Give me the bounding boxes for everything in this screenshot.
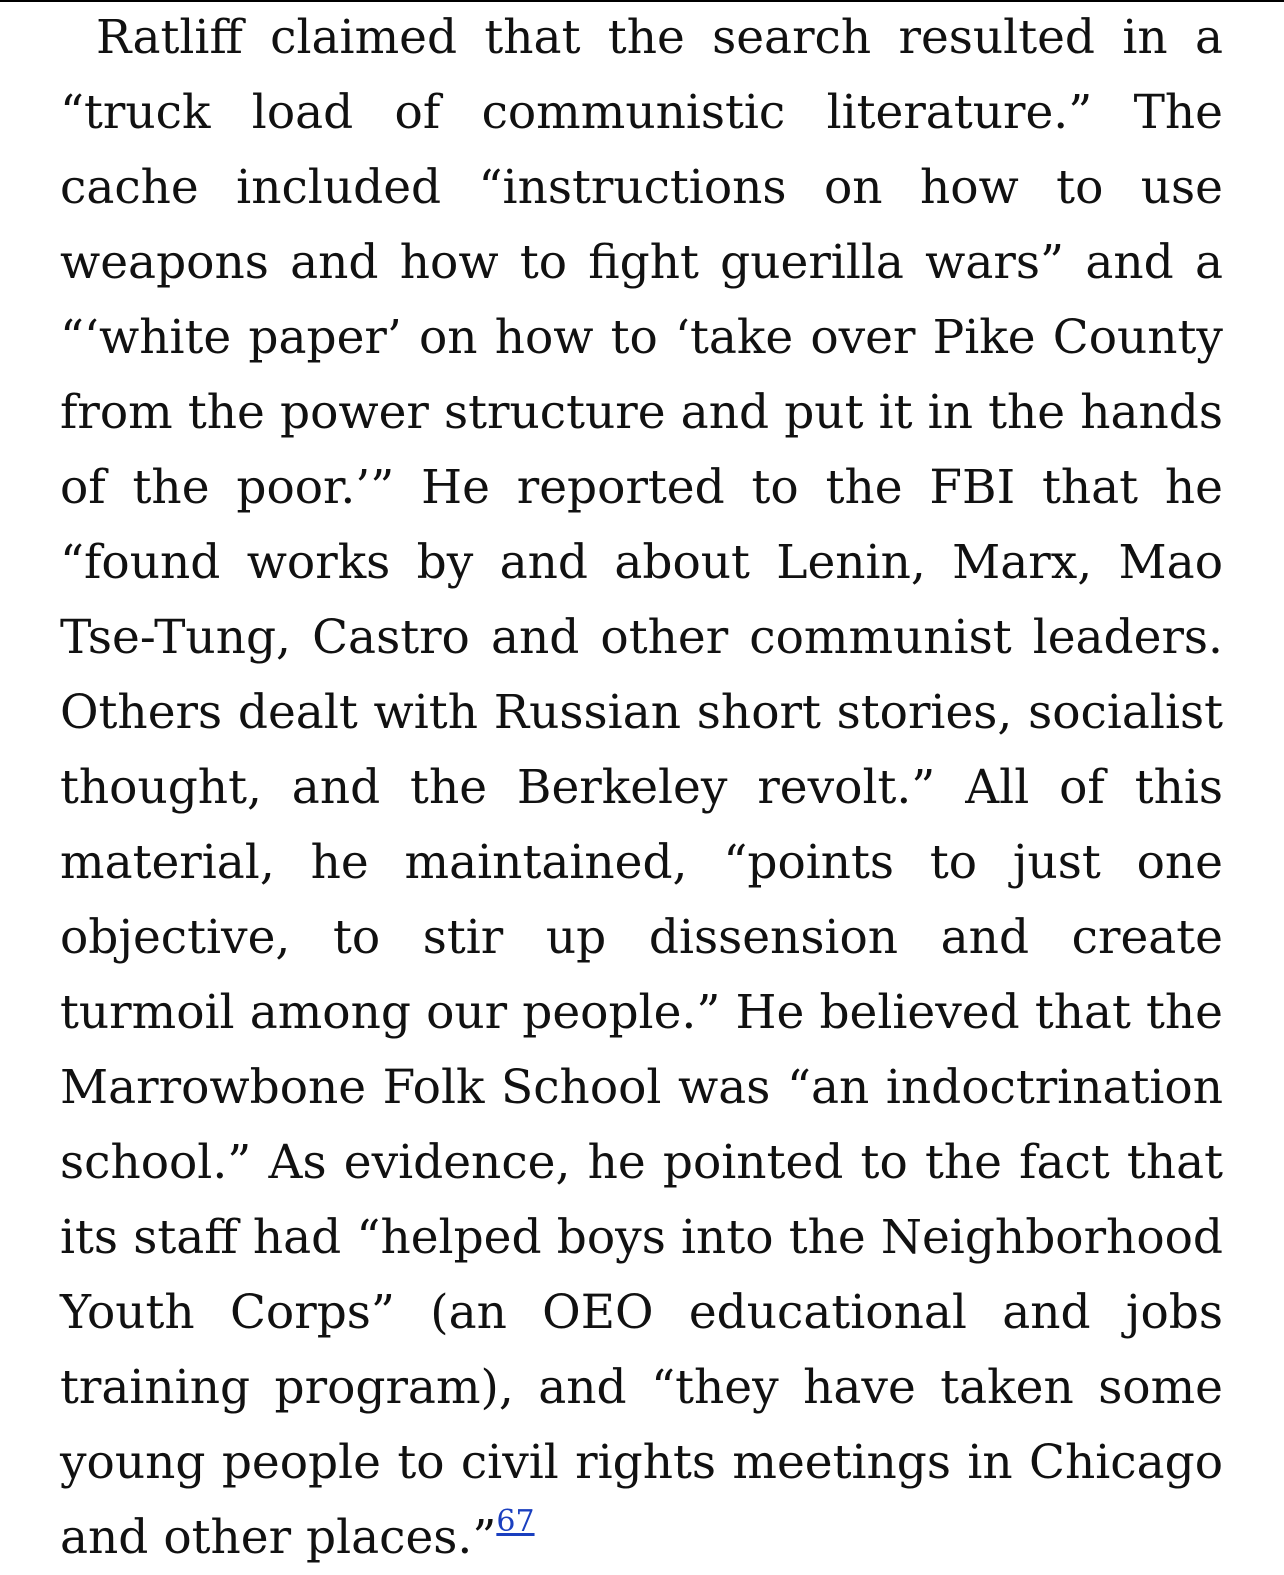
body-paragraph (60, 0, 1223, 1575)
paragraph-text: Ratliff claimed that the search resulted in a “truck load of communistic literature.” The cache included “instructions on how to use weapons and how to fight guerilla wars” and a “‘white paper’ on how to ‘take over Pike County from the power structure and put it in the hands of the poor.’” He reported to the FBI that he “found works by and about Lenin, Marx, Mao Tse-Tung, Castro and other communist leaders. Others dealt with Russian short stories, socialist thought, and the Berkeley revolt.” All of this material, he maintained, “points to just one objective, to stir up dissension and create turmoil among our people.” He believed that the Marrowbone Folk School was “an indoctrination school.” As evidence, he pointed to the fact that its staff had “helped boys into the Neighborhood Youth Corps” (an OEO educational and jobs training program), and “they have taken some young people to civil rights meetings in Chicago and other places.” (60, 10, 1223, 1565)
footnote-link[interactable]: 67 (496, 1504, 535, 1539)
